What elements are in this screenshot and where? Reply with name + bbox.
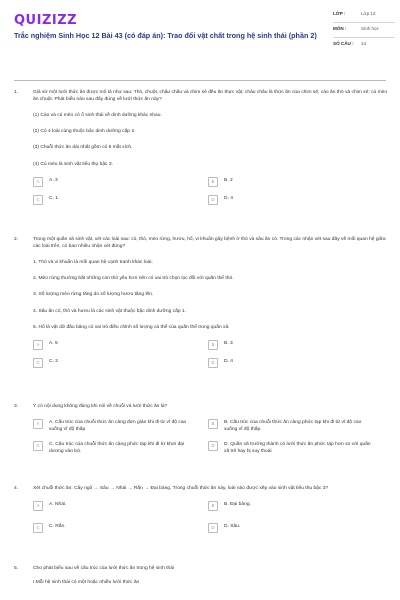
option-c[interactable]	[33, 523, 196, 533]
meta-key: LỚP :	[333, 11, 346, 16]
statement: 3. Số lượng mèo rừng tăng do số lượng hươu tăng lên.	[33, 292, 154, 298]
options-grid	[33, 340, 371, 368]
option-d[interactable]	[208, 523, 371, 533]
option-text: D. Sâu.	[224, 524, 241, 530]
option-letter-box: B	[208, 177, 218, 187]
meta-row-subject	[333, 23, 395, 38]
meta-value: 14	[361, 40, 367, 46]
question-text: Giả sử một lưới thức ăn được mô tả như sau: Thỏ, chuột, châu chấu và chim sẻ đều ăn thực vật; châu chấu là thức ăn của chim sẻ; cáo ăn thỏ và chim sẻ; cú mèo ăn chuột. Phát biểu nào sau đây đúng về lưới thức ăn này?	[33, 90, 388, 103]
option-letter-box: D	[208, 523, 218, 533]
page-title: Trắc nghiệm Sinh Học 12 Bài 43 (có đáp án): Trao đổi vật chất trong hệ sinh thái (phần 2)	[14, 31, 317, 40]
question-1	[14, 89, 389, 205]
meta-key: MÔN :	[333, 25, 347, 31]
quizizz-logo: QUIZIZZ	[14, 13, 78, 28]
option-d[interactable]	[208, 441, 371, 455]
meta-row-class	[333, 8, 395, 23]
option-text: B. Đại bàng.	[224, 502, 251, 508]
statement: 1. Thỏ và vi khuẩn là mối quan hệ cạnh tranh khác loài.	[33, 260, 153, 266]
question-number: 3.	[14, 404, 19, 409]
option-text: A. Cấu trúc của chuỗi thức ăn càng đơn giản khi đi từ vĩ độ cao xuống vĩ độ thấp.	[49, 420, 187, 433]
meta-value: Lớp 12	[361, 11, 376, 16]
option-text: B. Cấu trúc của chuỗi thức ăn càng phức tạp khi đi từ vĩ độ cao xuống vĩ độ thấp.	[224, 420, 362, 433]
option-d[interactable]	[208, 358, 371, 368]
question-number: 5.	[14, 566, 19, 571]
question-text: Cho phát biểu sau về cấu trúc của lưới thức ăn trong hệ sinh thái	[33, 566, 175, 571]
question-5	[14, 565, 389, 586]
option-a[interactable]	[33, 501, 196, 511]
statement: 2. Mèo rừng thường bắt những con thỏ yếu hơn nên có vai trò chọn lọc đối với quần thể thỏ.	[33, 276, 234, 282]
question-text: Trong một quần xã sinh vật, xét các loài sau: cỏ, thỏ, mèo rừng, hươu, hổ, vi khuẩn gây bệnh ở thỏ và sâu ăn cỏ. Trong các nhận xét sau đây về mối quan hệ giữa các loài trên, có bao nhiêu nhận xét đúng?	[33, 237, 386, 250]
options-grid	[33, 177, 371, 205]
question-number: 4.	[14, 486, 19, 491]
option-b[interactable]	[208, 177, 371, 187]
meta-panel	[333, 8, 395, 52]
statement: (1) Cáo và cú mèo có ổ sinh thái về dinh dưỡng khác nhau.	[33, 113, 162, 119]
option-letter-box: C	[33, 358, 43, 368]
statement: I.Mỗi hệ sinh thái có một hoặc nhiều lưới thức ăn	[33, 580, 140, 586]
option-text: D. 4	[224, 195, 233, 201]
option-letter-box: B	[208, 340, 218, 350]
option-c[interactable]	[33, 195, 196, 205]
options-grid	[33, 419, 371, 455]
option-text: D. 4	[224, 358, 233, 364]
option-letter-box: C	[33, 523, 43, 533]
statement: (3) Chuỗi thức ăn dài nhất gồm có 6 mắt xích.	[33, 145, 133, 151]
question-text: Ý có nội dung không đúng khi nói về chuỗi và lưới thức ăn là?	[33, 404, 168, 409]
option-text: A. Nhái.	[49, 502, 67, 508]
option-letter-box: C	[33, 195, 43, 205]
option-letter-box: D	[208, 195, 218, 205]
option-text: B. 2	[224, 177, 233, 183]
meta-key: SỐ CÂU :	[333, 40, 354, 46]
option-a[interactable]	[33, 419, 196, 433]
option-letter-box: C	[33, 441, 43, 451]
option-b[interactable]	[208, 419, 371, 433]
option-letter-box: B	[208, 501, 218, 511]
option-d[interactable]	[208, 195, 371, 205]
option-b[interactable]	[208, 501, 371, 511]
statement: (4) Cú mèo là sinh vật tiêu thụ bậc 3.	[33, 161, 113, 167]
question-2	[14, 236, 389, 368]
option-letter-box: D	[208, 441, 218, 451]
option-text: A. 3	[49, 177, 58, 183]
option-text: C. 1	[49, 195, 58, 201]
option-a[interactable]	[33, 340, 196, 350]
statement: 4. Sâu ăn cỏ, thỏ và hươu là các sinh vật thuộc bậc dinh dưỡng cấp 1.	[33, 308, 186, 314]
statement: 5. Hổ là vật dữ đầu bảng có vai trò điều chỉnh số lượng cá thể của quần thể trong quần xã.	[33, 324, 230, 330]
option-c[interactable]	[33, 441, 196, 455]
meta-value: Sinh học	[361, 25, 379, 31]
option-text: C. 2	[49, 358, 58, 364]
option-b[interactable]	[208, 340, 371, 350]
option-letter-box: A	[33, 177, 43, 187]
statement: (2) Có 4 loài cùng thuộc bậc dinh dưỡng cấp 2.	[33, 129, 136, 135]
option-text: A. 5	[49, 340, 58, 346]
question-number: 2.	[14, 237, 19, 242]
question-number: 1.	[14, 90, 19, 95]
option-letter-box: B	[208, 419, 218, 429]
option-letter-box: A	[33, 501, 43, 511]
option-letter-box: D	[208, 358, 218, 368]
option-text: C. Cấu trúc của chuỗi thức ăn càng phức tạp khi đi từ khơi đại dương vào bờ.	[49, 442, 185, 455]
question-4	[14, 485, 389, 533]
option-text: B. 3	[224, 340, 233, 346]
option-letter-box: A	[33, 340, 43, 350]
option-c[interactable]	[33, 358, 196, 368]
meta-row-count	[333, 38, 395, 52]
option-letter-box: A	[33, 419, 43, 429]
options-grid	[33, 501, 371, 533]
option-text: C. Rắn.	[49, 524, 66, 530]
header-divider	[14, 80, 386, 81]
question-text: Xét chuỗi thức ăn: Cây ngô → Sâu → Nhái → Rắn → Đại bàng. Trong chuỗi thức ăn này, loài nào được xếp vào sinh vật tiêu thụ bậc 3?	[33, 486, 329, 491]
question-3	[14, 403, 389, 456]
option-text: D. Quần xã trưởng thành có lưới thức ăn phức tạp hơn so với quần xã trẻ hay bị suy thoái	[224, 442, 371, 455]
option-a[interactable]	[33, 177, 196, 187]
